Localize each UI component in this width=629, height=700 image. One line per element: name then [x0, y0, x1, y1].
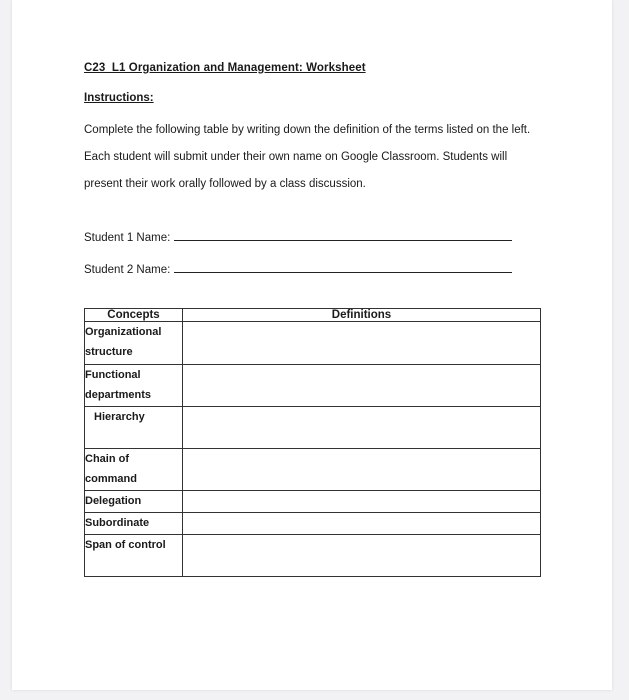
- concept-cell: Functional departments: [85, 365, 183, 407]
- table-row: [85, 365, 541, 407]
- concept-cell: Chain of command: [85, 449, 183, 491]
- definition-cell[interactable]: [183, 491, 541, 513]
- concept-cell: Subordinate: [85, 513, 183, 535]
- concept-cell: Delegation: [85, 491, 183, 513]
- concepts-definitions-table: [84, 308, 541, 577]
- page-title: C23_L1 Organization and Management: Worksheet: [84, 62, 366, 74]
- document-page: [12, 0, 612, 690]
- student-1-name-label: Student 1 Name:: [84, 232, 171, 244]
- document-body: [84, 62, 552, 577]
- definition-cell[interactable]: [183, 322, 541, 365]
- table-row: [85, 491, 541, 513]
- table-row: [85, 322, 541, 365]
- concept-cell: Span of control: [85, 535, 183, 577]
- definition-cell[interactable]: [183, 407, 541, 449]
- student-2-name-row: [84, 261, 552, 276]
- instructions-line-1: Complete the following table by writing down the definition of the terms listed on the left.: [84, 124, 531, 136]
- instructions-line-2: Each student will submit under their own name on Google Classroom. Students will: [84, 151, 508, 163]
- instructions-line-3: present their work orally followed by a class discussion.: [84, 178, 366, 190]
- column-header-concepts: Concepts: [85, 309, 183, 322]
- definition-cell[interactable]: [183, 365, 541, 407]
- student-1-name-input[interactable]: [174, 229, 512, 241]
- table-row: [85, 407, 541, 449]
- table-body: [85, 322, 541, 577]
- table-row: [85, 513, 541, 535]
- table-row: [85, 535, 541, 577]
- table-row: [85, 449, 541, 491]
- definition-cell[interactable]: [183, 513, 541, 535]
- table-header-row: [85, 309, 541, 322]
- definition-cell[interactable]: [183, 535, 541, 577]
- concept-cell: Organizational structure: [85, 322, 183, 365]
- concept-cell: Hierarchy: [85, 407, 183, 449]
- instructions-heading: Instructions:: [84, 92, 154, 104]
- student-2-name-input[interactable]: [174, 261, 512, 273]
- student-name-fields: [84, 229, 552, 276]
- column-header-definitions: Definitions: [183, 309, 541, 322]
- student-1-name-row: [84, 229, 552, 244]
- definition-cell[interactable]: [183, 449, 541, 491]
- student-2-name-label: Student 2 Name:: [84, 264, 171, 276]
